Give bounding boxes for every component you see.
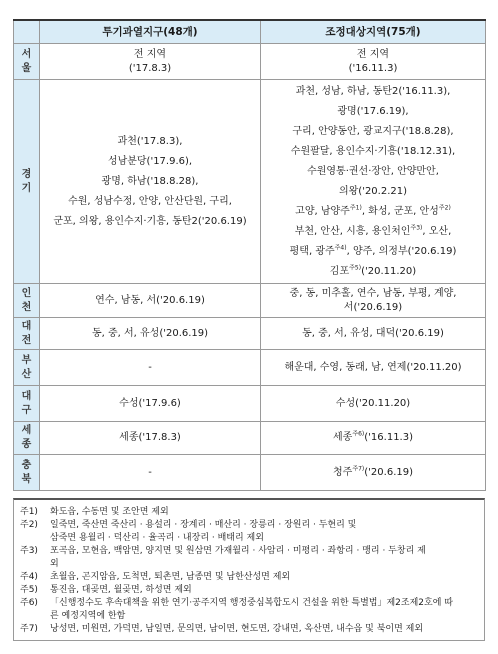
- city-text: 고양, 남양주: [295, 205, 350, 217]
- footnote-line: 낭성면, 미원면, 가덕면, 남일면, 문의면, 남이면, 현도면, 강내면, 옥산면, 내수읍 및 북이면 제외: [50, 624, 424, 634]
- city-text: ('16.11.3): [364, 432, 414, 443]
- region-char: 기: [21, 182, 32, 194]
- footnote-mark: 주7): [352, 465, 365, 473]
- region-cell: [14, 44, 40, 80]
- region-char: 세: [21, 425, 32, 436]
- header-speculative-overheated: 투기과열지구(48개): [40, 20, 261, 44]
- header-region: [14, 20, 40, 44]
- cell-line: 광명('17.6.19),: [337, 105, 409, 117]
- incheon-adjustment: [261, 284, 486, 318]
- footnote-label: 주3): [20, 546, 38, 556]
- cell-line: 수원, 성남수정, 안양, 안산단원, 구리,: [68, 195, 232, 207]
- region-char: 울: [21, 62, 32, 74]
- cell-line: [261, 222, 485, 242]
- table-row-daejeon: [14, 318, 486, 350]
- footnote-mark: 주5): [349, 264, 362, 272]
- sejong-adjustment: [261, 422, 486, 455]
- footnote-label: 주6): [20, 598, 38, 608]
- city-text: 평택, 광주: [289, 245, 335, 257]
- incheon-overheated: [40, 284, 261, 318]
- cell-line: [261, 466, 485, 480]
- footnote-label: 주7): [20, 624, 38, 634]
- city-text: , 오산,: [422, 225, 452, 237]
- seoul-overheated: [40, 44, 261, 80]
- cell-line: 동, 중, 서, 유성('20.6.19): [91, 327, 209, 339]
- region-char: 경: [21, 168, 32, 180]
- daegu-overheated: [40, 386, 261, 422]
- daejeon-adjustment: [261, 318, 486, 350]
- footnote-line: 외: [50, 559, 59, 569]
- chungbuk-overheated: [40, 455, 261, 491]
- footnote-1: [20, 506, 478, 519]
- footnote-line: 통진읍, 대곶면, 월곶면, 하성면 제외: [50, 585, 192, 595]
- regulation-table-wrapper: [13, 19, 485, 641]
- footnote-line: 른 예정지역에 한함: [50, 611, 126, 621]
- footnote-mark: 주2): [438, 204, 451, 212]
- footnote-mark: 주4): [334, 244, 347, 252]
- table-row-sejong: [14, 422, 486, 455]
- cell-line: 전 지역: [356, 48, 390, 60]
- chungbuk-adjustment: [261, 455, 486, 491]
- region-cell: [14, 318, 40, 350]
- footnote-text: [50, 506, 478, 519]
- footnote-text: [50, 623, 478, 636]
- table-header-row: [14, 20, 486, 44]
- footnote-6: [20, 597, 478, 623]
- footnote-line: 일죽면, 죽산면 죽산리 · 용설리 · 장계리 · 매산리 · 장릉리 · 장원리 · 두현리 및: [50, 520, 357, 530]
- cell-line: 동, 중, 서, 유성, 대덕('20.6.19): [302, 327, 444, 339]
- cell-line: [261, 262, 485, 282]
- footnote-mark: 주3): [410, 224, 423, 232]
- region-cell: [14, 386, 40, 422]
- footnote-mark: 주6): [352, 430, 365, 438]
- cell-line: 과천, 성남, 하남, 동탄2('16.11.3),: [295, 85, 451, 97]
- seoul-adjustment: [261, 44, 486, 80]
- cell-line: 수원팔달, 용인수지·기흥('18.12.31),: [290, 145, 456, 157]
- busan-adjustment: [261, 350, 486, 386]
- table-row-daegu: [14, 386, 486, 422]
- cell-line: 과천('17.8.3),: [117, 135, 183, 147]
- region-char: 전: [21, 334, 32, 346]
- footnote-line: 화도읍, 수동면 및 조안면 제외: [50, 507, 169, 517]
- region-char: 서: [21, 48, 32, 60]
- city-text: , 화성, 군포, 안성: [361, 205, 439, 217]
- cell-line: 군포, 의왕, 용인수지·기흥, 동탄2('20.6.19): [53, 215, 247, 227]
- cell-line: 수성('20.11.20): [335, 397, 411, 409]
- footnote-2: [20, 519, 478, 545]
- busan-overheated: [40, 350, 261, 386]
- sejong-overheated: [40, 422, 261, 455]
- header-adjustment-target: 조정대상지역(75개): [261, 20, 486, 44]
- region-cell: [14, 80, 40, 284]
- daejeon-overheated: [40, 318, 261, 350]
- region-char: 대: [21, 390, 32, 402]
- city-text: 부천, 안산, 시흥, 용인처인: [294, 225, 411, 237]
- footnote-text: [50, 597, 478, 623]
- cell-line: 서('20.6.19): [343, 301, 403, 313]
- regulated-areas-table: [13, 19, 486, 491]
- cell-line: 성남분당('17.9.6),: [107, 155, 193, 167]
- footnotes-box: [13, 498, 485, 641]
- cell-line: [261, 202, 485, 222]
- city-text: , 양주, 의정부('20.6.19): [346, 245, 457, 257]
- region-char: 천: [21, 301, 32, 313]
- region-cell: [14, 350, 40, 386]
- table-row-chungbuk: [14, 455, 486, 491]
- footnote-label: 주2): [20, 520, 38, 530]
- region-char: 북: [21, 473, 32, 485]
- footnote-5: [20, 584, 478, 597]
- footnote-text: [50, 545, 478, 571]
- cell-line: 세종('17.8.3): [119, 432, 181, 443]
- table-row-busan: [14, 350, 486, 386]
- region-char: 부: [21, 354, 32, 366]
- cell-line: 수성('17.9.6): [119, 397, 181, 409]
- cell-line: 중, 동, 미추홀, 연수, 남동, 부평, 계양,: [289, 287, 457, 299]
- footnote-mark: 주1): [349, 204, 362, 212]
- footnote-label: 주4): [20, 572, 38, 582]
- city-text: 청주: [332, 466, 353, 478]
- footnote-text: [50, 571, 478, 584]
- footnote-text: [50, 519, 478, 545]
- footnote-label: 주1): [20, 507, 38, 517]
- region-char: 충: [21, 459, 32, 471]
- footnote-3: [20, 545, 478, 571]
- cell-line: ('17.8.3): [128, 62, 172, 74]
- footnote-label: 주5): [20, 585, 38, 595]
- city-text: ('20.6.19): [364, 466, 414, 478]
- cell-line: 연수, 남동, 서('20.6.19): [95, 294, 205, 306]
- cell-line: -: [148, 466, 152, 478]
- daegu-adjustment: [261, 386, 486, 422]
- footnote-4: [20, 571, 478, 584]
- region-cell: [14, 422, 40, 455]
- footnote-text: [50, 584, 478, 597]
- cell-line: ('16.11.3): [348, 62, 398, 74]
- footnote-line: 초월읍, 곤지암읍, 도척면, 퇴촌면, 남종면 및 남한산성면 제외: [50, 572, 291, 582]
- cell-line: [261, 242, 485, 262]
- gyeonggi-overheated: [40, 80, 261, 284]
- region-char: 구: [21, 404, 32, 416]
- cell-line: 구리, 안양동안, 광교지구('18.8.28),: [292, 125, 454, 137]
- table-row-gyeonggi: [14, 80, 486, 284]
- cell-line: 의왕('20.2.21): [338, 185, 408, 197]
- footnote-7: [20, 623, 478, 636]
- cell-line: [261, 431, 485, 445]
- footnote-line: 삼죽면 용월리 · 덕산리 · 율곡리 · 내장리 · 배태리 제외: [50, 533, 264, 543]
- region-char: 대: [21, 320, 32, 332]
- table-row-incheon: [14, 284, 486, 318]
- gyeonggi-adjustment: [261, 80, 486, 284]
- footnote-line: 포곡읍, 모현읍, 백암면, 양지면 및 원삼면 가재월리 · 사암리 · 미평리 · 좌항리 · 맹리 · 두창리 제: [50, 546, 426, 556]
- region-cell: [14, 284, 40, 318]
- region-char: 종: [21, 439, 32, 450]
- cell-line: 광명, 하남('18.8.28),: [101, 175, 199, 187]
- table-row-seoul: [14, 44, 486, 80]
- region-char: 산: [21, 368, 32, 380]
- cell-line: 수원영통·권선·장안, 안양만안,: [307, 165, 439, 177]
- region-char: 인: [21, 287, 32, 299]
- city-text: ('20.11.20): [361, 265, 417, 277]
- region-cell: [14, 455, 40, 491]
- city-text: 김포: [329, 265, 350, 277]
- cell-line: -: [148, 361, 152, 373]
- cell-line: 해운대, 수영, 동래, 남, 연제('20.11.20): [284, 361, 462, 373]
- cell-line: 전 지역: [133, 48, 167, 60]
- city-text: 세종: [332, 432, 353, 443]
- footnote-line: 「신행정수도 후속대책을 위한 연기·공주지역 행정중심복합도시 건설을 위한 특별법」제2조제2호에 따: [50, 598, 453, 608]
